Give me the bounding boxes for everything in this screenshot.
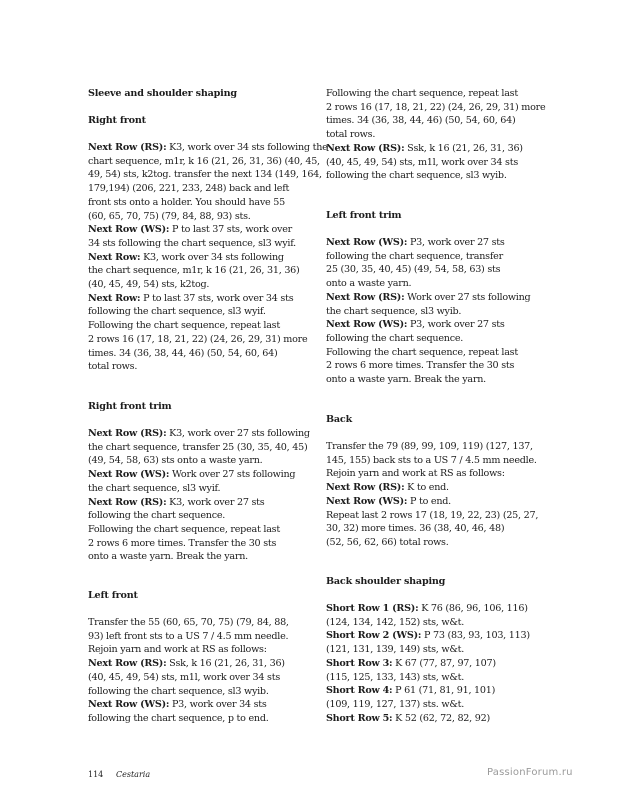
text-line	[88, 155, 320, 169]
row-label: Next Row (RS):	[88, 496, 167, 508]
text-line	[326, 684, 526, 698]
row-text: times. 34 (36, 38, 44, 46) (50, 54, 60, 64)	[88, 347, 278, 359]
text-line	[326, 169, 526, 183]
text-line	[88, 182, 288, 196]
row-label: Next Row (RS):	[326, 482, 405, 494]
text-line	[88, 264, 300, 278]
row-text: the chart sequence, transfer 25 (30, 35, 40, 45)	[88, 441, 308, 453]
row-label: Next Row (WS):	[326, 237, 408, 248]
page-number: 114	[88, 770, 104, 779]
row-text: 49, 54) sts, k2tog. transfer the next 134 (149, 164,	[88, 169, 322, 181]
text-line	[326, 359, 526, 373]
row-text: (121, 131, 139, 149) sts, w&t.	[326, 644, 465, 656]
row-text: following the chart sequence.	[88, 510, 226, 522]
text-line	[326, 114, 526, 128]
row-text: 145, 155) back sts to a US 7 / 4.5 mm needle.	[326, 454, 537, 466]
row-label: Next Row (RS):	[88, 658, 167, 670]
row-text: K 76 (86, 96, 106, 116)	[418, 603, 528, 614]
text-line	[326, 657, 526, 671]
text-line	[326, 263, 526, 277]
text-line	[88, 671, 288, 685]
section-body	[88, 616, 288, 726]
row-text: P to last 37 sts, work over 34 sts	[140, 292, 294, 304]
text-line	[88, 616, 288, 630]
row-text: 25 (30, 35, 40, 45) (49, 54, 58, 63) sts	[326, 264, 501, 276]
row-text: Following the chart sequence, repeat last	[326, 88, 518, 99]
row-label: Next Row:	[88, 292, 141, 304]
section-body	[326, 87, 546, 183]
text-line	[88, 550, 288, 564]
text-line	[326, 481, 526, 495]
row-label: Next Row (RS):	[326, 142, 405, 154]
text-line	[88, 427, 310, 441]
text-line	[88, 698, 288, 712]
row-text: 93) left front sts to a US 7 / 4.5 mm needle.	[88, 630, 289, 642]
row-label: Next Row (WS):	[326, 319, 408, 331]
row-text: K3, work over 27 sts	[166, 496, 265, 508]
row-text: K 52 (62, 72, 82, 92)	[392, 712, 490, 724]
text-line	[88, 278, 288, 292]
text-line	[326, 467, 526, 481]
row-text: Repeat last 2 rows 17 (18, 19, 22, 23) (25, 27,	[326, 509, 539, 521]
text-line	[326, 346, 526, 360]
text-line	[326, 318, 526, 332]
row-text: onto a waste yarn.	[326, 278, 412, 290]
row-label: Next Row (WS):	[88, 699, 170, 711]
row-text: Following the chart sequence, repeat last	[88, 523, 280, 535]
row-text: 2 rows 16 (17, 18, 21, 22) (24, 26, 29, 31) more	[326, 101, 546, 113]
row-text: total rows.	[326, 129, 376, 141]
text-line	[326, 156, 526, 170]
row-text: Work over 27 sts following	[404, 291, 531, 303]
row-text: (60, 65, 70, 75) (79, 84, 88, 93) sts.	[88, 210, 251, 222]
text-line	[88, 360, 288, 374]
row-text: Work over 27 sts following	[169, 469, 296, 481]
row-text: Transfer the 55 (60, 65, 70, 75) (79, 84, 88,	[88, 617, 289, 628]
row-label: Next Row:	[88, 251, 141, 263]
text-line	[88, 196, 288, 210]
row-text: K3, work over 34 sts following the	[166, 142, 328, 153]
row-text: the chart sequence, sl3 wyif.	[88, 482, 221, 494]
row-text: P to end.	[407, 495, 451, 507]
row-text: K to end.	[404, 482, 449, 494]
text-line	[326, 495, 526, 509]
text-line	[326, 602, 526, 616]
running-title: Cestaria	[116, 770, 151, 779]
text-line	[326, 305, 526, 319]
row-text: (124, 134, 142, 152) sts, w&t.	[326, 616, 465, 628]
section-body	[88, 141, 328, 374]
row-text: Rejoin yarn and work at RS as follows:	[88, 644, 267, 656]
row-text: P 73 (83, 93, 103, 113)	[421, 630, 530, 642]
section-body	[326, 236, 531, 387]
row-text: P3, work over 27 sts	[407, 237, 505, 248]
row-text: Ssk, k 16 (21, 26, 31, 36)	[404, 142, 523, 154]
text-line	[326, 629, 530, 643]
row-text: (40, 45, 49, 54) sts, m1l, work over 34 sts	[88, 671, 280, 683]
row-text: P to last 37 sts, work over	[169, 224, 292, 236]
text-line	[88, 441, 308, 455]
row-text: onto a waste yarn. Break the yarn.	[326, 374, 486, 386]
text-line	[88, 168, 322, 182]
row-text: (52, 56, 62, 66) total rows.	[326, 536, 449, 548]
row-label: Short Row 5:	[326, 712, 393, 724]
section-heading-right-front: Right front	[88, 115, 146, 126]
text-line	[326, 712, 526, 726]
text-line	[326, 250, 526, 264]
text-line	[88, 141, 328, 155]
row-text: (109, 119, 127, 137) sts. w&t.	[326, 698, 465, 710]
row-text: 34 sts following the chart sequence, sl3 wyif.	[88, 237, 296, 249]
text-line	[88, 685, 288, 699]
row-text: following the chart sequence, sl3 wyif.	[88, 306, 266, 318]
row-text: the chart sequence, m1r, k 16 (21, 26, 31, 36)	[88, 265, 300, 277]
row-text: following the chart sequence, sl3 wyib.	[88, 685, 269, 697]
text-line	[88, 347, 288, 361]
text-line	[326, 509, 539, 523]
text-line	[326, 643, 526, 657]
section-body	[326, 602, 530, 725]
text-line	[326, 236, 526, 250]
section-body	[326, 440, 539, 550]
text-line	[88, 292, 294, 306]
row-text: (40, 45, 49, 54) sts, k2tog.	[88, 279, 210, 291]
row-text: K3, work over 27 sts following	[166, 428, 310, 439]
text-line	[326, 440, 533, 454]
row-text: the chart sequence, sl3 wyib.	[326, 305, 462, 317]
row-label: Next Row (WS):	[88, 469, 170, 481]
text-line	[88, 223, 292, 237]
row-text: Following the chart sequence, repeat last	[326, 346, 518, 358]
row-label: Short Row 4:	[326, 685, 393, 697]
section-heading-back-shoulder-shaping: Back shoulder shaping	[326, 576, 446, 587]
text-line	[326, 128, 526, 142]
row-text: (115, 125, 133, 143) sts, w&t.	[326, 671, 465, 683]
watermark: PassionForum.ru	[487, 767, 573, 778]
row-text: front sts onto a holder. You should have 55	[88, 196, 285, 208]
text-line	[88, 237, 296, 251]
text-line	[326, 373, 526, 387]
row-text: 2 rows 6 more times. Transfer the 30 sts	[326, 360, 515, 372]
section-heading-left-front-trim: Left front trim	[326, 210, 402, 221]
text-line	[88, 712, 288, 726]
section-heading-back: Back	[326, 414, 353, 425]
text-line	[326, 616, 526, 630]
section-heading-right-front-trim: Right front trim	[88, 401, 172, 412]
row-text: (40, 45, 49, 54) sts, m1l, work over 34 sts	[326, 156, 518, 168]
row-text: total rows.	[88, 361, 138, 373]
row-label: Next Row (RS):	[88, 142, 167, 153]
section-heading-sleeve-and-shoulder-shaping: Sleeve and shoulder shaping	[88, 88, 237, 99]
text-line	[326, 87, 526, 101]
row-text: 2 rows 16 (17, 18, 21, 22) (24, 26, 29, 31) more	[88, 333, 308, 345]
row-text: P3, work over 34 sts	[169, 699, 267, 711]
row-text: chart sequence, m1r, k 16 (21, 26, 31, 36) (40, 45,	[88, 155, 320, 167]
text-line	[88, 537, 288, 551]
row-text: onto a waste yarn. Break the yarn.	[88, 551, 248, 563]
row-label: Short Row 3:	[326, 657, 393, 669]
row-text: following the chart sequence, p to end.	[88, 712, 269, 724]
text-line	[326, 454, 537, 468]
row-text: following the chart sequence.	[326, 332, 464, 344]
row-text: Following the chart sequence, repeat last	[88, 320, 280, 332]
row-label: Next Row (WS):	[88, 224, 170, 236]
text-line	[88, 210, 288, 224]
row-label: Short Row 2 (WS):	[326, 630, 422, 642]
section-heading-left-front: Left front	[88, 590, 138, 601]
text-line	[88, 468, 296, 482]
row-text: P 61 (71, 81, 91, 101)	[392, 685, 496, 697]
text-line	[326, 291, 531, 305]
row-text: 30, 32) more times. 36 (38, 40, 46, 48)	[326, 523, 505, 535]
text-line	[326, 536, 526, 550]
text-line	[88, 657, 288, 671]
text-line	[88, 305, 288, 319]
text-line	[326, 101, 546, 115]
text-line	[88, 319, 288, 333]
section-body	[88, 427, 310, 564]
row-text: P3, work over 27 sts	[407, 319, 505, 331]
text-line	[88, 630, 288, 644]
text-line	[88, 333, 308, 347]
row-text: Ssk, k 16 (21, 26, 31, 36)	[166, 658, 285, 670]
row-text: (49, 54, 58, 63) sts onto a waste yarn.	[88, 455, 263, 467]
text-line	[326, 522, 526, 536]
row-label: Next Row (RS):	[326, 291, 405, 303]
text-line	[88, 251, 288, 265]
text-line	[88, 523, 288, 537]
row-label: Next Row (RS):	[88, 428, 167, 439]
row-text: following the chart sequence, transfer	[326, 250, 503, 262]
text-line	[88, 509, 288, 523]
row-text: 179,194) (206, 221, 233, 248) back and left	[88, 183, 290, 195]
text-line	[326, 142, 526, 156]
row-label: Next Row (WS):	[326, 495, 408, 507]
row-text: K 67 (77, 87, 97, 107)	[392, 657, 496, 669]
row-text: Transfer the 79 (89, 99, 109, 119) (127, 137,	[326, 441, 533, 452]
text-line	[88, 454, 288, 468]
text-line	[88, 482, 288, 496]
row-label: Short Row 1 (RS):	[326, 603, 419, 614]
text-line	[88, 496, 288, 510]
text-line	[326, 332, 526, 346]
row-text: K3, work over 34 sts following	[140, 251, 284, 263]
row-text: Rejoin yarn and work at RS as follows:	[326, 468, 505, 480]
row-text: following the chart sequence, sl3 wyib.	[326, 170, 507, 182]
text-line	[326, 671, 526, 685]
row-text: times. 34 (36, 38, 44, 46) (50, 54, 60, 64)	[326, 115, 516, 127]
text-line	[326, 277, 526, 291]
text-line	[88, 643, 288, 657]
text-line	[326, 698, 526, 712]
row-text: 2 rows 6 more times. Transfer the 30 sts	[88, 537, 277, 549]
